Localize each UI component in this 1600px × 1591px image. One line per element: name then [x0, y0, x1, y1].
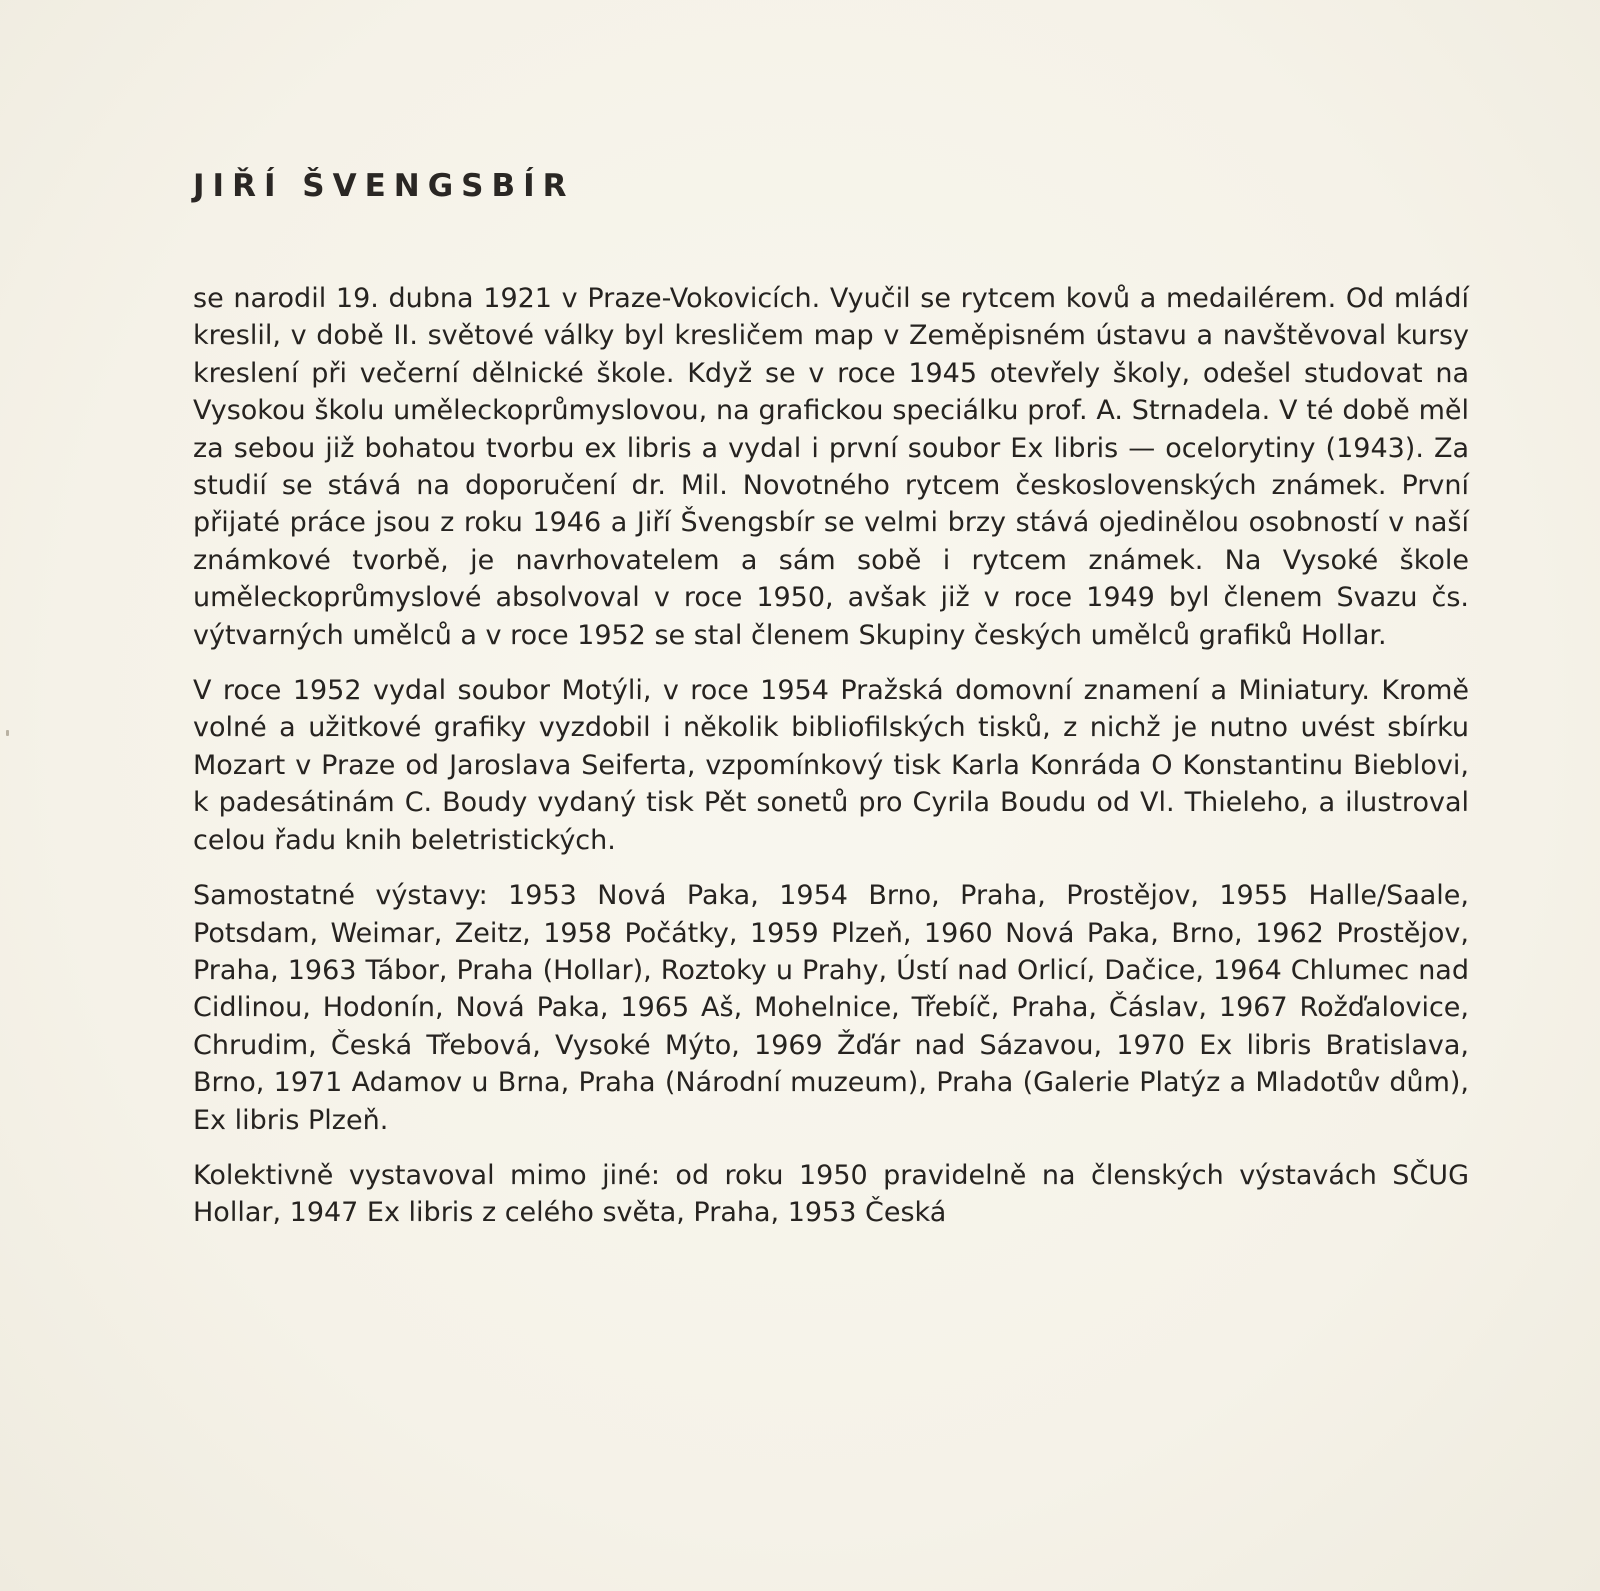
page-title: JIŘÍ ŠVENGSBÍR — [193, 168, 575, 204]
paragraph-solo-exhibitions: Samostatné výstavy: 1953 Nová Paka, 1954 Brno, Praha, Prostějov, 1955 Halle/Saale, Potsdam, Weimar, Zeitz, 1958 Počátky, 1959 Plzeň, 1960 Nová Paka, Brno, 1962 Prostějov, Praha, 1963 Tábor, Praha (Hollar), Roztoky u Prahy, Ústí nad Orlicí, Dačice, 1964 Chlumec nad Cidlinou, Hodonín, Nová Paka, 1965 Aš, Mohelnice, Třebíč, Praha, Čáslav, 1967 Rožďalovice, Chrudim, Česká Třebová, Vysoké Mýto, 1969 Žďár nad Sázavou, 1970 Ex libris Bratislava, Brno, 1971 Adamov u Brna, Praha (Národní muzeum), Praha (Galerie Platýz a Mladotův dům), Ex libris Plzeň. — [193, 880, 1469, 1136]
paragraph-biography: se narodil 19. dubna 1921 v Praze-Vokovicích. Vyučil se rytcem kovů a medailérem. Od mládí kreslil, v době II. světové války byl kresličem map v Zeměpisném ústavu a navštěvoval kursy kreslení při večerní dělnické škole. Když se v roce 1945 otevřely školy, odešel studovat na Vysokou školu uměleckoprůmyslovou, na grafickou speciálku prof. A. Strnadela. V té době měl za sebou již bohatou tvorbu ex libris a vydal i první soubor Ex libris — ocelorytiny (1943). Za studií se stává na doporučení dr. Mil. Novotného rytcem československých známek. První přijaté práce jsou z roku 1946 a Jiří Švengsbír se velmi brzy stává ojedinělou osobností v naší známkové tvorbě, je navrhovatelem a sám sobě i rytcem známek. Na Vysoké škole uměleckoprůmyslové absolvoval v roce 1950, avšak již v roce 1949 byl členem Svazu čs. výtvarných umělců a v roce 1952 se stal členem Skupiny českých umělců grafiků Hollar. — [193, 283, 1469, 651]
paragraph-group-exhibitions: Kolektivně vystavoval mimo jiné: od roku 1950 pravidelně na členských výstavách SČUG Hollar, 1947 Ex libris z celého světa, Praha, 1953 Česká — [193, 1159, 1469, 1229]
biography-text — [193, 280, 1469, 1250]
paragraph-works: V roce 1952 vydal soubor Motýli, v roce 1954 Pražská domovní znamení a Miniatury. Kromě volné a užitkové grafiky vyzdobil i několik bibliofilských tisků, z nichž je nutno uvést sbírku Mozart v Praze od Jaroslava Seiferta, vzpomínkový tisk Karla Konráda O Konstantinu Bieblovi, k padesátinám C. Boudy vydaný tisk Pět sonetů pro Cyrila Boudu od Vl. Thieleho, a ilustroval celou řadu knih beletristických. — [193, 675, 1469, 856]
paper-mark — [6, 730, 9, 736]
